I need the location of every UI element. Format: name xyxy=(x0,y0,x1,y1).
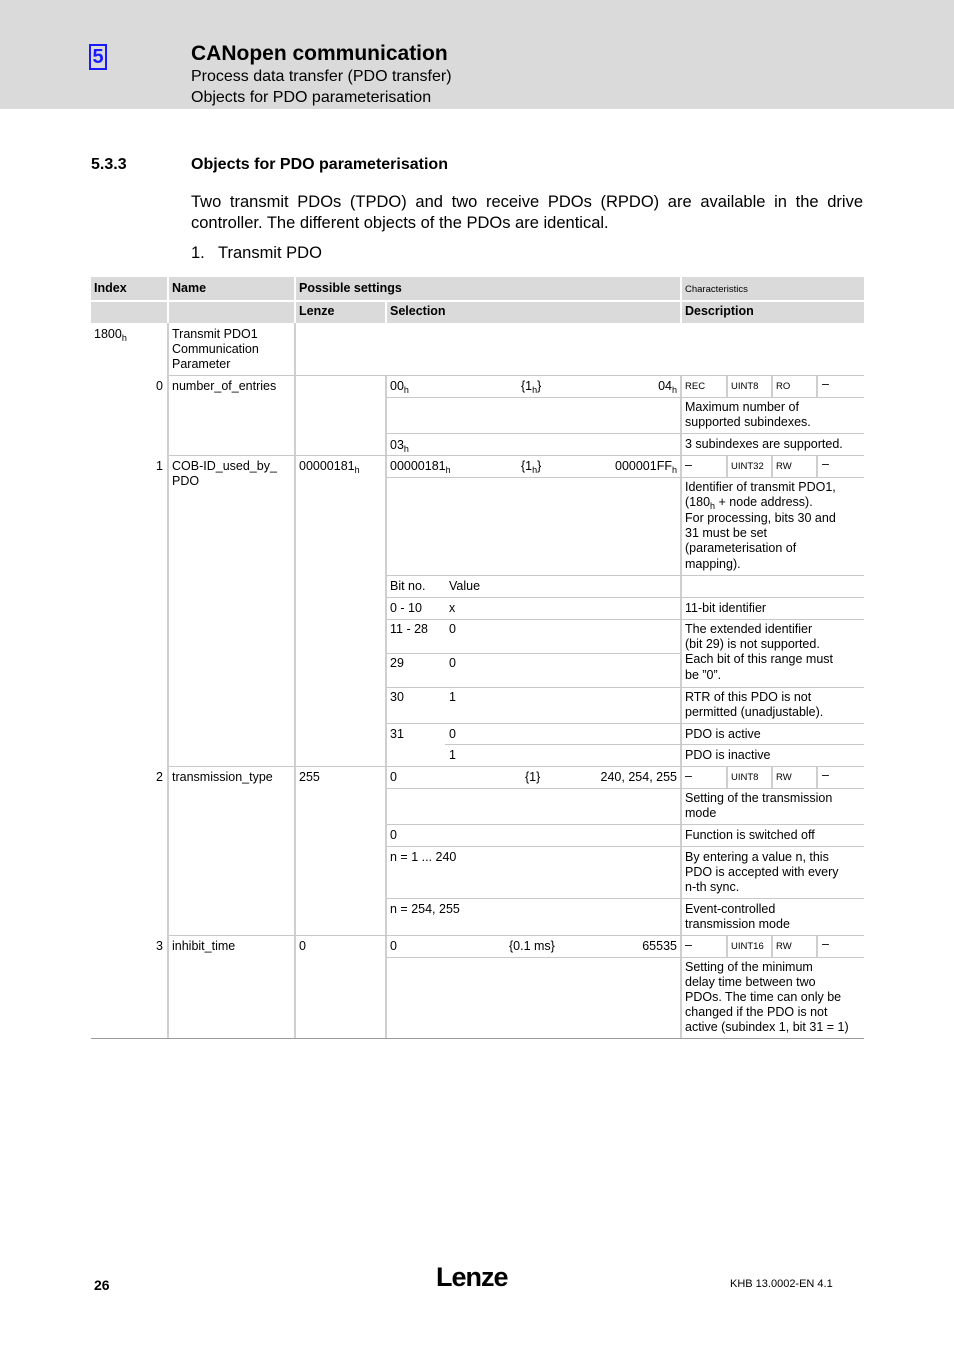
selection-max: $04_h$ xyxy=(658,379,677,395)
bit-number: 31 xyxy=(390,727,404,741)
char-extra: – xyxy=(822,768,829,782)
char-access: RW xyxy=(776,772,792,783)
char-type: REC xyxy=(685,381,706,392)
row-divider xyxy=(387,687,864,688)
row-divider xyxy=(169,935,864,936)
row-divider xyxy=(169,375,864,376)
column-divider xyxy=(726,375,728,397)
char-type: – xyxy=(685,938,692,952)
description: n-th sync. xyxy=(685,880,740,894)
column-divider xyxy=(726,766,728,788)
char-access: RW xyxy=(776,461,792,472)
column-divider xyxy=(726,935,728,957)
selection-value: 0 xyxy=(390,828,397,842)
column-divider xyxy=(771,375,773,397)
selection-min: $00000181_h$ xyxy=(390,459,451,475)
column-divider xyxy=(771,455,773,477)
description: Function is switched off xyxy=(685,828,815,842)
subindex-name: COB-ID_used_by_ xyxy=(172,459,277,473)
lenze-logo: Lenze xyxy=(436,1262,508,1292)
subindex-number: 2 xyxy=(156,770,163,784)
column-divider xyxy=(385,375,387,1038)
selection-max: 65535 xyxy=(642,939,677,953)
column-divider xyxy=(816,455,818,477)
selection-value: n = 254, 255 xyxy=(390,902,460,916)
row-divider xyxy=(387,788,864,789)
list-item-number: 1. xyxy=(191,244,205,262)
subindex-number: 0 xyxy=(156,379,163,393)
description: (bit 29) is not supported. xyxy=(685,637,820,651)
description: mode xyxy=(685,806,717,820)
selection-min: 0 xyxy=(390,939,397,953)
selection-min: 0 xyxy=(390,770,397,784)
page-header-band xyxy=(0,0,954,109)
description: mapping). xyxy=(685,557,741,571)
column-header-name: Name xyxy=(172,281,207,295)
row-divider xyxy=(169,766,864,767)
row-divider xyxy=(387,477,864,478)
bit-value: 0 xyxy=(449,622,456,636)
bit-number: 11 - 28 xyxy=(390,622,428,636)
char-extra: – xyxy=(822,377,829,391)
object-name: Transmit PDO1 xyxy=(172,327,258,341)
char-type: – xyxy=(685,769,692,783)
column-divider xyxy=(294,323,296,1038)
row-divider xyxy=(387,397,864,398)
row-divider xyxy=(387,898,864,899)
selection-step: $\{1_h\}$ xyxy=(521,379,542,395)
lenze-default: $00000181_h$ xyxy=(299,459,360,475)
column-header-index: Index xyxy=(94,281,127,295)
description: PDOs. The time can only be xyxy=(685,990,842,1004)
chapter-title: CANopen communication xyxy=(191,42,448,65)
description: PDO is accepted with every xyxy=(685,865,839,879)
description: ($180_h$ + node address). xyxy=(685,495,813,511)
row-divider xyxy=(387,846,864,847)
row-divider xyxy=(387,824,864,825)
description: The extended identifier xyxy=(685,622,813,636)
char-extra: – xyxy=(822,937,829,951)
char-access: RW xyxy=(776,941,792,952)
bit-value: 0 xyxy=(449,727,456,741)
column-divider xyxy=(680,375,682,1038)
selection-min: $00_h$ xyxy=(390,379,409,395)
description: changed if the PDO is not xyxy=(685,1005,828,1019)
selection-step: {1} xyxy=(525,770,541,784)
document-id: KHB 13.0002-EN 4.1 xyxy=(730,1278,833,1290)
row-divider xyxy=(387,653,680,654)
description: By entering a value n, this xyxy=(685,850,829,864)
column-header-possible-settings: Possible settings xyxy=(299,281,402,295)
object-name: Parameter xyxy=(172,357,231,371)
description: Maximum number of xyxy=(685,400,799,414)
char-access: RO xyxy=(776,381,791,392)
column-divider xyxy=(816,375,818,397)
column-divider xyxy=(167,323,169,1038)
char-datatype: UINT8 xyxy=(731,381,759,392)
header-cell xyxy=(169,302,294,323)
chapter-subtitle-2: Objects for PDO parameterisation xyxy=(191,89,432,106)
object-name: Communication xyxy=(172,342,259,356)
row-divider xyxy=(387,723,864,724)
description: be ”0”. xyxy=(685,668,722,682)
column-divider xyxy=(771,935,773,957)
selection-value: n = 1 ... 240 xyxy=(390,850,457,864)
bit-number: 0 - 10 xyxy=(390,601,422,615)
description: For processing, bits 30 and xyxy=(685,511,836,525)
description: 3 subindexes are supported. xyxy=(685,437,843,451)
description: permitted (unadjustable). xyxy=(685,705,824,719)
subindex-name: number_of_entries xyxy=(172,379,277,393)
bit-value: 1 xyxy=(449,748,456,762)
char-type: – xyxy=(685,458,692,472)
description: (parameterisation of xyxy=(685,541,797,555)
description: active (subindex 1, bit 31 = 1) xyxy=(685,1020,849,1034)
section-title: Objects for PDO parameterisation xyxy=(191,156,448,173)
chapter-subtitle: Process data transfer (PDO transfer) xyxy=(191,68,452,85)
bit-number: 29 xyxy=(390,656,404,670)
row-divider xyxy=(387,433,864,434)
bit-value: 1 xyxy=(449,690,456,704)
description: Setting of the transmission xyxy=(685,791,833,805)
description: Event-controlled xyxy=(685,902,776,916)
bit-value: 0 xyxy=(449,656,456,670)
list-item-text: Transmit PDO xyxy=(218,244,322,262)
chapter-number-link[interactable]: 5 xyxy=(89,44,107,70)
object-index: $1800_h$ xyxy=(94,327,127,343)
description: 11-bit identifier xyxy=(685,601,767,615)
description: PDO is inactive xyxy=(685,748,771,762)
subindex-name: transmission_type xyxy=(172,770,273,784)
description: 31 must be set xyxy=(685,526,767,540)
subindex-name: inhibit_time xyxy=(172,939,236,953)
lenze-default: 0 xyxy=(299,939,306,953)
description: PDO is active xyxy=(685,727,761,741)
selection-value: $03_h$ xyxy=(390,438,409,454)
char-datatype: UINT16 xyxy=(731,941,764,952)
description: Identifier of transmit PDO1, xyxy=(685,480,836,494)
value-header: Value xyxy=(449,579,481,593)
bit-number: 30 xyxy=(390,690,404,704)
subindex-number: 1 xyxy=(156,459,163,473)
description: transmission mode xyxy=(685,917,790,931)
column-header-description: Description xyxy=(685,304,754,318)
section-number: 5.3.3 xyxy=(91,156,127,173)
subindex-number: 3 xyxy=(156,939,163,953)
page-number: 26 xyxy=(94,1277,110,1293)
header-cell xyxy=(91,302,167,323)
column-header-selection: Selection xyxy=(390,304,446,318)
row-divider xyxy=(169,455,864,456)
row-divider xyxy=(445,744,864,745)
column-header-characteristics: Characteristics xyxy=(685,284,748,295)
char-datatype: UINT32 xyxy=(731,461,764,472)
list-item xyxy=(191,244,322,263)
column-divider xyxy=(771,766,773,788)
lenze-default: 255 xyxy=(299,770,320,784)
description: Setting of the minimum xyxy=(685,960,813,974)
description: delay time between two xyxy=(685,975,816,989)
intro-paragraph: Two transmit PDOs (TPDO) and two receive PDOs (RPDO) are available in the drive controller. The different objects of the PDOs are identical. xyxy=(191,193,863,232)
row-divider xyxy=(387,597,864,598)
column-header-lenze: Lenze xyxy=(299,304,335,318)
description: RTR of this PDO is not xyxy=(685,690,812,704)
bit-header: Bit no. xyxy=(390,579,426,593)
char-datatype: UINT8 xyxy=(731,772,759,783)
row-divider xyxy=(387,575,864,576)
selection-step: $\{1_h\}$ xyxy=(521,459,542,475)
column-divider xyxy=(816,935,818,957)
description: supported subindexes. xyxy=(685,415,811,429)
description: Each bit of this range must xyxy=(685,652,833,666)
row-divider xyxy=(387,619,864,620)
char-extra: – xyxy=(822,457,829,471)
parameter-table xyxy=(91,277,864,1039)
selection-max: $000001FF_h$ xyxy=(615,459,677,475)
selection-max: 240, 254, 255 xyxy=(600,770,677,784)
row-divider xyxy=(387,957,864,958)
bit-value: x xyxy=(449,601,456,615)
selection-step: {0.1 ms} xyxy=(509,939,555,953)
column-divider xyxy=(816,766,818,788)
column-divider xyxy=(726,455,728,477)
subindex-name: PDO xyxy=(172,474,200,488)
